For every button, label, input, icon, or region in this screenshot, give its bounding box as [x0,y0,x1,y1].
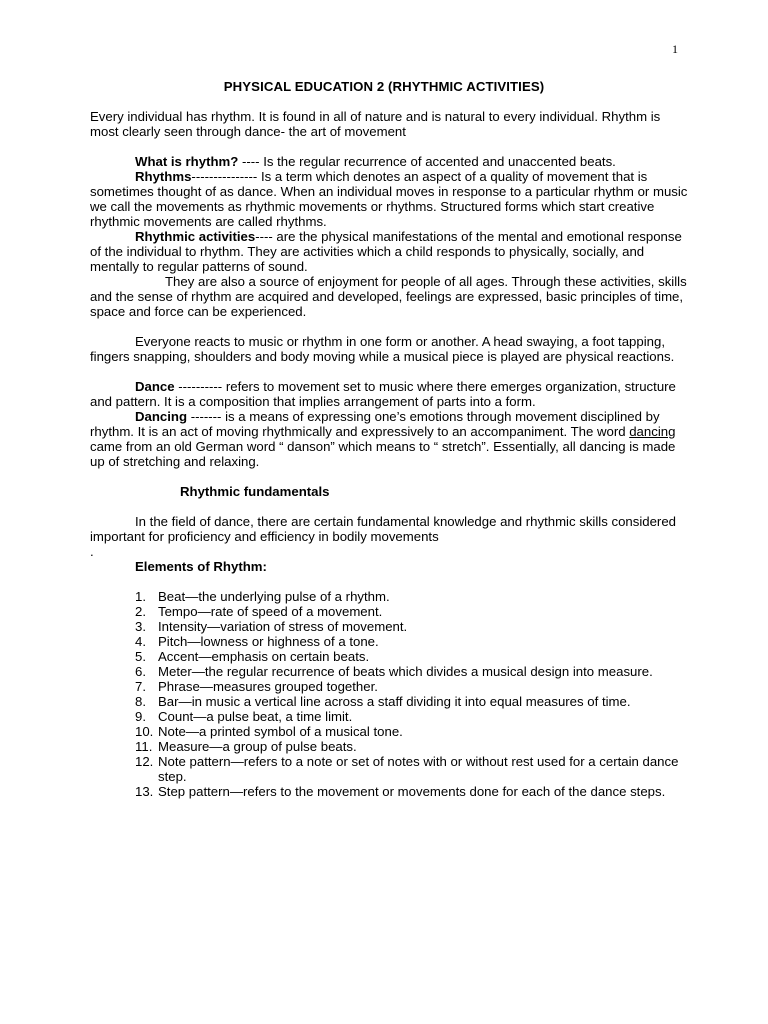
term-rhythms: Rhythms [135,169,192,184]
document-body [90,109,690,799]
rhythmic-activities-continuation: They are also a source of enjoyment for people of all ages. Through these activities, skills and the sense of rhythm are acquired and developed, feelings are expressed, basic principles of time, space and force can be experienced. [90,274,687,319]
stray-period: . [90,544,94,559]
list-item-text: Step pattern—refers to the movement or movements done for each of the dance steps. [158,784,666,799]
list-item-text: Note—a printed symbol of a musical tone. [158,724,403,739]
underlined-word: dancing [629,424,676,439]
definition-rhythms [90,169,690,229]
list-item [90,604,690,619]
list-item-number: 6. [135,664,146,679]
list-item-number: 8. [135,694,146,709]
rhythmic-fundamentals-heading: Rhythmic fundamentals [180,484,330,499]
list-item [90,784,690,799]
list-item [90,634,690,649]
list-item-text: Pitch—lowness or highness of a tone. [158,634,379,649]
definition-text: came from an old German word “ danson” which means to “ stretch”. Essentially, all dancing is made up of stretching and relaxing. [90,439,676,469]
list-item-number: 10. [135,724,154,739]
list-item-text: Measure—a group of pulse beats. [158,739,357,754]
definition-dancing [90,409,690,469]
list-item [90,679,690,694]
term-rhythmic-activities: Rhythmic activities [135,229,256,244]
list-item-text: Accent—emphasis on certain beats. [158,649,370,664]
term-dance: Dance [135,379,175,394]
list-item-number: 13. [135,784,154,799]
page-number: 1 [672,42,678,56]
list-item-text: Count—a pulse beat, a time limit. [158,709,353,724]
list-item-text: Intensity—variation of stress of movement. [158,619,408,634]
list-item-text: Bar—in music a vertical line across a staff dividing it into equal measures of time. [158,694,631,709]
definition-text: --------------- Is a term which denotes an aspect of a quality of movement that is sometimes thought of as dance. When an individual moves in response to a particular rhythm or music we call the movements as rhythmic movements or rhythms. Structured forms which start creative rhythmic movements are called rhythms. [90,169,688,229]
document-title: PHYSICAL EDUCATION 2 (RHYTHMIC ACTIVITIES) [223,79,545,94]
list-item-text: Tempo—rate of speed of a movement. [158,604,383,619]
list-item [90,694,690,709]
list-item [90,739,690,754]
list-item-text: Meter—the regular recurrence of beats which divides a musical design into measure. [158,664,653,679]
list-item [90,589,690,604]
definition-text: ---- Is the regular recurrence of accented and unaccented beats. [238,154,616,169]
intro-paragraph: Every individual has rhythm. It is found in all of nature and is natural to every individual. Rhythm is most clearly seen through dance- the art of movement [90,109,661,139]
list-item-number: 7. [135,679,146,694]
list-item-number: 2. [135,604,146,619]
list-item [90,709,690,724]
fundamentals-paragraph: In the field of dance, there are certain fundamental knowledge and rhythmic skills considered important for proficiency and efficiency in bodily movements [90,514,676,544]
list-item-number: 1. [135,589,146,604]
list-item-number: 4. [135,634,146,649]
everyone-reacts-paragraph: Everyone reacts to music or rhythm in one form or another. A head swaying, a foot tapping, fingers snapping, shoulders and body moving while a musical piece is played are physical reactions. [90,334,675,364]
elements-of-rhythm-heading: Elements of Rhythm: [135,559,267,574]
list-item-number: 12. [135,754,154,769]
definition-text: ---- are the physical manifestations of the mental and emotional response of the individual to rhythm. They are activities which a child responds to physically, socially, and mentally to regular patterns of sound. [90,229,682,274]
list-item [90,649,690,664]
definition-what-is-rhythm [90,154,690,169]
list-item-number: 11. [135,739,153,754]
list-item [90,754,690,784]
definition-text: ---------- refers to movement set to music where there emerges organization, structure and pattern. It is a composition that implies arrangement of parts into a form. [90,379,676,409]
list-item [90,619,690,634]
term-what-is-rhythm: What is rhythm? [135,154,239,169]
definition-dance [90,379,690,409]
list-item-number: 9. [135,709,146,724]
list-item-number: 5. [135,649,146,664]
list-item-text: Note pattern—refers to a note or set of notes with or without rest used for a certain dance step. [158,754,679,784]
term-dancing: Dancing [135,409,188,424]
list-item [90,664,690,679]
elements-list [90,589,690,799]
list-item [90,724,690,739]
list-item-text: Beat—the underlying pulse of a rhythm. [158,589,390,604]
definition-text: ------- is a means of expressing one’s emotions through movement disciplined by rhythm. It is an act of moving rhythmically and expressively to an accompaniment. The word [90,409,660,439]
list-item-number: 3. [135,619,146,634]
definition-rhythmic-activities [90,229,690,274]
list-item-text: Phrase—measures grouped together. [158,679,378,694]
